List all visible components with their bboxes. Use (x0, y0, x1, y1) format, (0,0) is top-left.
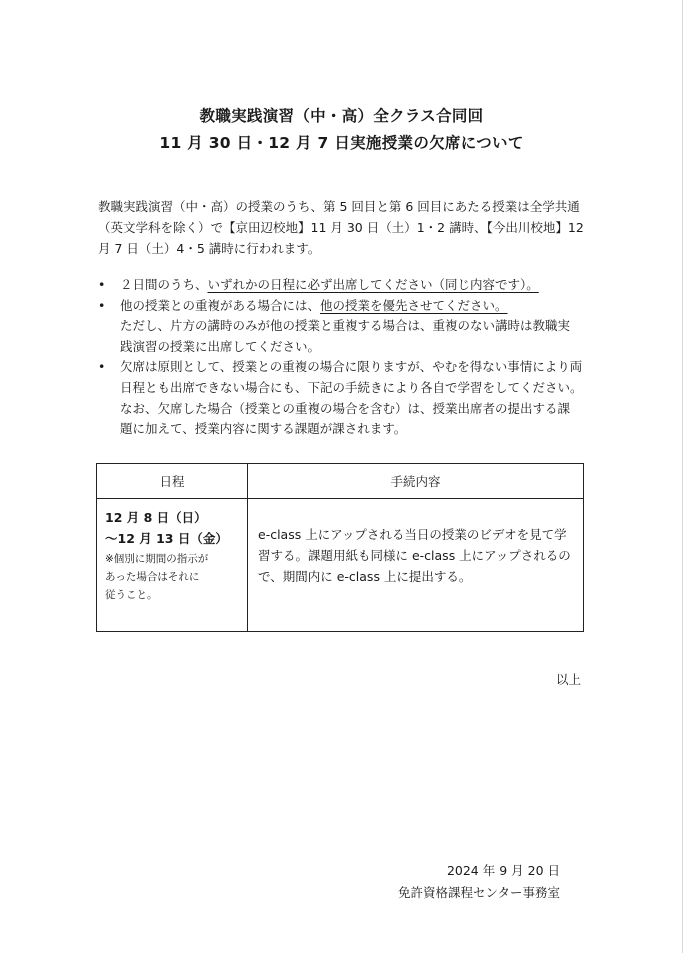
notice-text: 他の授業との重複がある場合には、 (120, 297, 321, 313)
intro-paragraph (98, 196, 584, 259)
schedule-note-line: あった場合はそれに (105, 571, 200, 583)
intro-line: （英文学科を除く）で【京田辺校地】11 月 30 日（土）1・2 講時、【今出川校地】12 (98, 220, 584, 235)
schedule-note-line: ※個別に期間の指示が (105, 553, 209, 565)
notice-continuation: 題に加えて、授業内容に関する課題が課されます。 (120, 421, 407, 437)
notice-text: 欠席は原則として、授業との重複の場合に限りますが、やむを得ない事情により両 (120, 359, 583, 375)
header-procedure: 手続内容 (248, 464, 584, 499)
notice-emphasis: いずれかの日程に必ず出席してください（同じ内容です）。 (207, 277, 539, 292)
procedure-line: で、期間内に e-class 上に提出する。 (258, 569, 472, 584)
schedule-end: ～12 月 13 日（金） (105, 531, 228, 546)
closing-mark: 以上 (556, 672, 582, 687)
issue-date: 2024 年 9 月 20 日 (446, 863, 560, 878)
issuing-office: 免許資格課程センター事務室 (397, 885, 560, 900)
intro-line: 教職実践演習（中・高）の授業のうち、第 5 回目と第 6 回目にあたる授業は全学共通 (98, 199, 580, 214)
schedule-table (96, 463, 584, 632)
bullet-marker: • (98, 277, 106, 292)
notice-item (97, 296, 597, 317)
schedule-note (105, 550, 246, 604)
schedule-note-line: 従うこと。 (105, 589, 158, 601)
bullet-marker: • (98, 359, 106, 375)
table-header-row (97, 464, 584, 499)
notice-continuation: なお、欠席した場合（授業との重複の場合を含む）は、授業出席者の提出する課 (120, 400, 571, 416)
notice-continuation: 践演習の授業に出席してください。 (120, 338, 321, 354)
document-title: 教職実践演習（中・高）全クラス合同回 (199, 107, 484, 125)
bullet-marker: • (98, 297, 106, 313)
procedure-line: 習する。課題用紙も同様に e-class 上にアップされるの (258, 548, 571, 563)
procedure-cell (248, 499, 584, 632)
schedule-cell (97, 499, 248, 632)
notice-text: ２日間のうち、 (120, 277, 208, 292)
notice-list (97, 275, 597, 440)
notice-continuation: 日程とも出席できない場合にも、下記の手続きにより各自で学習をしてください。 (120, 379, 583, 395)
notice-item (97, 357, 597, 378)
table-row (97, 499, 584, 632)
notice-emphasis: 他の授業を優先させてください。 (320, 297, 508, 313)
intro-line: 月 7 日（土）4・5 講時に行われます。 (98, 241, 321, 256)
notice-continuation: ただし、片方の講時のみが他の授業と重複する場合は、重複のない講時は教職実 (120, 318, 571, 334)
schedule-start: 12 月 8 日（日） (105, 510, 207, 525)
notice-item (97, 275, 597, 296)
document-subtitle: 11 月 30 日・12 月 7 日実施授業の欠席について (159, 134, 524, 152)
header-schedule: 日程 (97, 464, 248, 499)
procedure-line: e-class 上にアップされる当日の授業のビデオを見て学 (258, 527, 567, 542)
